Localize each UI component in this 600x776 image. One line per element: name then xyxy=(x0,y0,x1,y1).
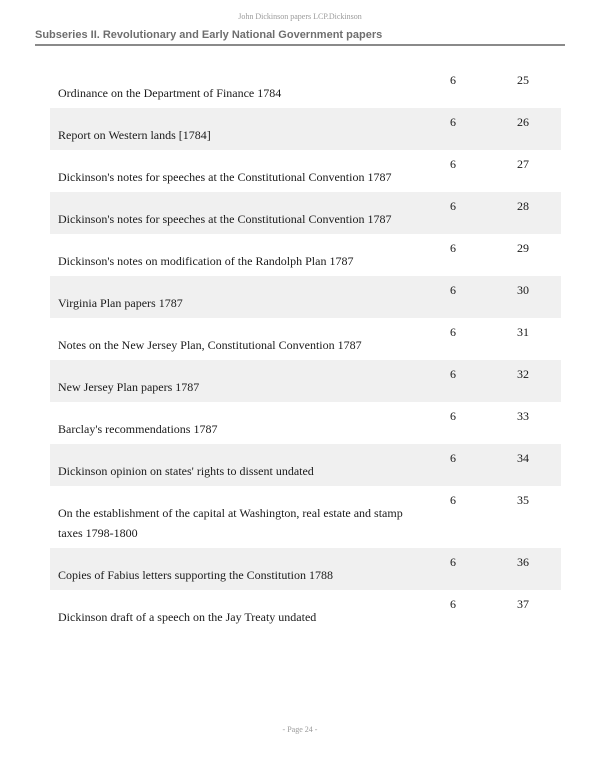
item-description: Dickinson opinion on states' rights to dissent undated xyxy=(58,464,314,478)
folder-number: 31 xyxy=(517,325,529,339)
item-description: Dickinson draft of a speech on the Jay Treaty undated xyxy=(58,610,317,624)
folder-number: 35 xyxy=(517,493,529,507)
table-row xyxy=(50,548,561,590)
item-description: Dickinson's notes for speeches at the Constitutional Convention 1787 xyxy=(58,170,392,184)
item-description: Virginia Plan papers 1787 xyxy=(58,296,183,310)
folder-number: 28 xyxy=(517,199,529,213)
folder-number: 27 xyxy=(517,157,529,171)
box-number: 6 xyxy=(450,451,456,465)
box-number: 6 xyxy=(450,283,456,297)
series-title: Subseries II. Revolutionary and Early National Government papers xyxy=(35,29,383,41)
box-number: 6 xyxy=(450,409,456,423)
item-description: Report on Western lands [1784] xyxy=(58,128,211,142)
box-number: 6 xyxy=(450,199,456,213)
box-number: 6 xyxy=(450,115,456,129)
folder-number: 30 xyxy=(517,283,529,297)
running-head: John Dickinson papers LCP.Dickinson xyxy=(238,12,362,21)
box-number: 6 xyxy=(450,493,456,507)
folder-number: 25 xyxy=(517,73,529,87)
item-description: Dickinson's notes for speeches at the Constitutional Convention 1787 xyxy=(58,212,392,226)
folder-number: 37 xyxy=(517,597,529,611)
box-number: 6 xyxy=(450,157,456,171)
folder-number: 33 xyxy=(517,409,529,423)
item-description: Copies of Fabius letters supporting the Constitution 1788 xyxy=(58,568,333,582)
item-description: Ordinance on the Department of Finance 1784 xyxy=(58,86,282,100)
table-row xyxy=(50,444,561,486)
box-number: 6 xyxy=(450,73,456,87)
table-row xyxy=(50,360,561,402)
table-row xyxy=(50,318,561,360)
folder-number: 32 xyxy=(517,367,529,381)
folder-number: 29 xyxy=(517,241,529,255)
page-number: - Page 24 - xyxy=(282,725,318,734)
box-number: 6 xyxy=(450,367,456,381)
table-row xyxy=(50,150,561,192)
table-row xyxy=(50,192,561,234)
table-row xyxy=(50,66,561,108)
table-row xyxy=(50,590,561,632)
folder-number: 26 xyxy=(517,115,529,129)
item-description: Notes on the New Jersey Plan, Constitutional Convention 1787 xyxy=(58,338,362,352)
table-row xyxy=(50,108,561,150)
table-row xyxy=(50,402,561,444)
item-description: On the establishment of the capital at Washington, real estate and stamp taxes 1798-1800 xyxy=(58,506,403,540)
box-number: 6 xyxy=(450,241,456,255)
folder-number: 36 xyxy=(517,555,529,569)
box-number: 6 xyxy=(450,555,456,569)
item-description: Dickinson's notes on modification of the Randolph Plan 1787 xyxy=(58,254,354,268)
item-description: New Jersey Plan papers 1787 xyxy=(58,380,200,394)
table-row xyxy=(50,276,561,318)
item-description: Barclay's recommendations 1787 xyxy=(58,422,218,436)
table-row xyxy=(50,234,561,276)
box-number: 6 xyxy=(450,597,456,611)
folder-number: 34 xyxy=(517,451,529,465)
table-row xyxy=(50,486,561,548)
header-rule xyxy=(35,44,565,46)
box-number: 6 xyxy=(450,325,456,339)
container-list-table xyxy=(50,66,561,632)
